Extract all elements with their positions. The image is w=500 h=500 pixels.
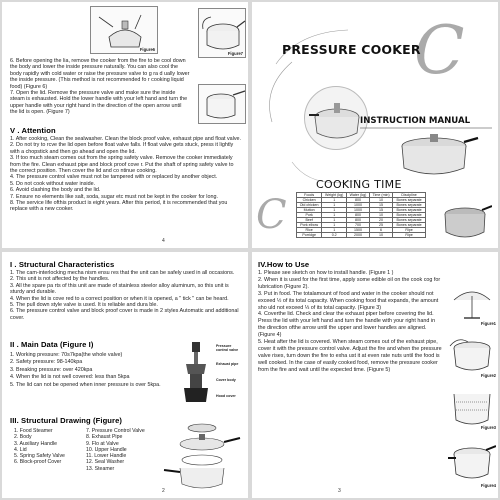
table-cell: 1500 <box>347 228 370 233</box>
table-cell: Pork elbow <box>297 223 322 228</box>
figure-caption: Figure4 <box>480 483 496 488</box>
table-cell: 10 <box>369 233 392 238</box>
page-number: 4 <box>162 238 165 244</box>
valve-label: Pressure control valve <box>216 344 239 352</box>
part-item: 13. Steamer <box>86 465 115 472</box>
figure-7-illustration <box>198 8 246 58</box>
figure-7-caption: Figure7 <box>227 51 243 56</box>
part-item: 3. Auxiliary Handle <box>14 440 57 447</box>
table-cell: 15 <box>369 203 392 208</box>
table-cell: Bones separate <box>393 208 426 213</box>
attention-list: 1. After cooking, Clean the sealwasher. Clean the block proof valve, exhaust pipe and float valve. 2. Do not try to rcve the lid open before float valve falls. If float valve gets stuck, press it lightly with a chopstick and then go ahead and open the lid. 3. If too much steam comes out from the spring safety valve. Remove the cooker immediately from the fire. Clean exhaust pipe and block proof cove r. Put the shaft of spring safety valve to the correct position. Then cover the lid and co ntinue cooking. 4. The pressure control valve must not be tampered with or replaced by another object. 5. Do not cook without water inside. 6. Avoid clashing the body and the lid. 7. Ensure no elements like salt, soda, sugar etc must not be kept in the cooker for long. 8. The service life ofthis product is eight years. After this period, it is recommended that you replace with a new cooker. <box>10 136 242 213</box>
structural-characteristics-list: 1. The cam-interlocking mecha nism ensu res that the unit can be safely used in all occasions. 2. This unit is not affected by the handles. 3. All the spare pa rts of this unit are made of stainless steelor alloy aluminum, so this unit is sturdy and durable. 4. When the lid is cove red to a correct position or when it is opened, a " tick " can be heard. 5. The pull down style valve is used. It is reliable and dura ble. 6. The pressure control valve and block proof cover is made in 2 styles Automatic and additional cover. <box>10 270 239 321</box>
manual-page-4 <box>2 2 248 248</box>
cooking-time-heading: COOKING TIME <box>316 178 402 191</box>
figure-7b-illustration <box>198 84 246 124</box>
subtitle-underline <box>360 127 492 129</box>
table-cell: 800 <box>347 213 370 218</box>
table-header: Discipline <box>393 193 426 198</box>
table-cell: Mutton <box>297 208 322 213</box>
figure-6-caption: Figure6 <box>139 47 155 52</box>
page-number: 3 <box>338 488 341 494</box>
table-cell: Bones separate <box>393 223 426 228</box>
table-cell: Bones separate <box>393 218 426 223</box>
table-header: Weight (kg) <box>322 193 347 198</box>
table-row <box>297 203 426 208</box>
part-item: 2. Body <box>14 434 32 441</box>
figure-6-illustration <box>90 6 158 54</box>
main-data-list: 1. Working pressure: 70s7kpa(the whole valve) 2. Safety pressure: 98-140kpa 3. Breaking pressure: over 420kpa 4. When the lid is not well covered: less than 5kpa 5. The lid can not be opened when inner pressure is over 5kpa. <box>10 352 161 388</box>
part-item: 10. Upper Handle <box>86 446 127 453</box>
cover-cooker-illustration <box>388 130 480 180</box>
cover-script-c-top: C <box>414 12 465 89</box>
table-cell: Chicken <box>297 198 322 203</box>
table-cell: 800 <box>347 218 370 223</box>
table-header: Water (kg) <box>347 193 370 198</box>
parts-list-right <box>86 428 145 472</box>
cover-subtitle: INSTRUCTION MANUAL <box>360 116 471 126</box>
table-cell: 15 <box>369 208 392 213</box>
page4-steps-6-7: 6. Before opening the lia, remove the cooker from the fire to be cool down the body and lower the inside pressure naturally. You can also cool the body rapidly with cold water or raise the pressure valve to g ra d ually lower the inside pressure. (This method is not recommended fo r cooking liquid food) (Figure 6) 7. Open the lid. Remove the pressure valve and make sure the inside steam is exhausted. Hold the lower handle with your left hand and turn the upper handle with your right hand in the direction of the open arrow until the lid is open. (Figure 7) <box>10 58 190 116</box>
table-cell: Beef <box>297 218 322 223</box>
part-item: 12. Seal Washer <box>86 459 125 466</box>
figure-2-illustration <box>448 332 496 378</box>
table-header: Foods <box>297 193 322 198</box>
table-cell: 1 <box>322 208 347 213</box>
table-cell: Bones separate <box>393 213 426 218</box>
table-cell: Ripe <box>393 228 426 233</box>
section-1-heading: I . Structural Characteristics <box>10 260 115 269</box>
table-cell: 0.2 <box>322 233 347 238</box>
table-cell: 1 <box>322 218 347 223</box>
table-cell: 10 <box>369 198 392 203</box>
manual-cover-page <box>252 2 498 248</box>
table-cell: 1 <box>322 228 347 233</box>
table-cell: 1 <box>322 198 347 203</box>
attention-heading: V . Attention <box>10 126 56 135</box>
table-cell: 1 <box>322 213 347 218</box>
cover-script-c-bottom: C <box>256 192 287 238</box>
figure-caption: Figure1 <box>480 321 496 326</box>
table-cell: Ripe <box>393 233 426 238</box>
valve-label: Cover body <box>216 378 236 382</box>
figure-caption: Figure3 <box>480 425 496 430</box>
part-item: 7. Pressure Control Valve <box>86 428 145 434</box>
part-item: 9. Flo at Valve <box>86 440 119 447</box>
table-cell: 1 <box>322 223 347 228</box>
part-item: 1. Food Steamer <box>14 428 53 434</box>
table-cell: Bones separate <box>393 203 426 208</box>
figure-1-illustration <box>448 278 496 326</box>
manual-page-2 <box>2 252 248 498</box>
table-header: Time (min) <box>369 193 392 198</box>
cover-cooker-photo-bottom <box>438 198 492 242</box>
section-2-heading: II . Main Data (Figure I) <box>10 340 94 349</box>
part-item: 8. Exhaust Pipe <box>86 434 123 441</box>
table-cell: Rice <box>297 228 322 233</box>
cooking-time-table <box>296 192 426 238</box>
manual-page-3 <box>252 252 498 498</box>
table-cell: 800 <box>347 198 370 203</box>
table-cell: 2000 <box>347 233 370 238</box>
valve-diagram <box>176 340 244 410</box>
table-row <box>297 233 426 238</box>
part-item: 4. Lid <box>14 446 27 453</box>
table-cell: 20 <box>369 218 392 223</box>
table-cell: 1000 <box>347 203 370 208</box>
exploded-structure-drawing <box>162 420 244 494</box>
page-number: 2 <box>162 488 165 494</box>
table-cell: 10 <box>369 213 392 218</box>
table-cell: 700 <box>347 223 370 228</box>
table-cell: 6 <box>369 228 392 233</box>
cover-cooker-photo <box>304 86 368 150</box>
table-cell: Old chicken <box>297 203 322 208</box>
section-3-heading: III. Structural Drawing (Figure) <box>10 416 123 425</box>
figure-4-illustration <box>448 436 496 488</box>
table-cell: Porridge <box>297 233 322 238</box>
table-cell: Pork <box>297 213 322 218</box>
figure-3-illustration <box>448 384 496 430</box>
parts-list-left <box>14 428 65 466</box>
table-cell: 1 <box>322 203 347 208</box>
table-cell: Bones separate <box>393 198 426 203</box>
valve-label: Exhaust pipe <box>216 362 239 366</box>
cover-title: PRESSURE COOKER <box>282 42 421 57</box>
table-cell: 1000 <box>347 208 370 213</box>
how-to-use-heading: IV.How to Use <box>258 260 310 269</box>
how-to-use-steps: 1. Please see sketch on how to install handle. (Figure 1 ) 2. When it is used for the first time, apply some edible oil on the cook cog for lubrication (Figure 2). 3. Put in food. The totalamount of food and water in the cooker should not exceed ½ of its total capacity. When cooking food that expands, the amount sho uld not exceed ⅓ of its total capacity. (Figure 3) 4. Coverthe lid. Check and clear the exhaust piper before covering the lid. Press the lid with your left hand and turn the handle with your right hand in the direction ofthe arrow until the upper and lower handles are aligned. (Figure 4) 5. Heat after the lid is covered. When steam comes out of the exhaust pipe, cover it with the pressure control valve. Adjust the fire and when the pressure valve rises, turn down the fire to exha ust it at even rate nuts until the food is well cooked. In the case of easily cooked food, remove the pressure cooker from the fire and wait until the expected time. (Figure 5) <box>258 270 442 373</box>
part-item: 6. Block-proof Cover <box>14 459 62 466</box>
part-item: 11. Lower Handle <box>86 453 127 460</box>
valve-label: Hood cover <box>216 394 236 398</box>
part-item: 5. Spring Safety Valve <box>14 453 65 460</box>
figure-caption: Figure2 <box>480 373 496 378</box>
table-cell: 25 <box>369 223 392 228</box>
